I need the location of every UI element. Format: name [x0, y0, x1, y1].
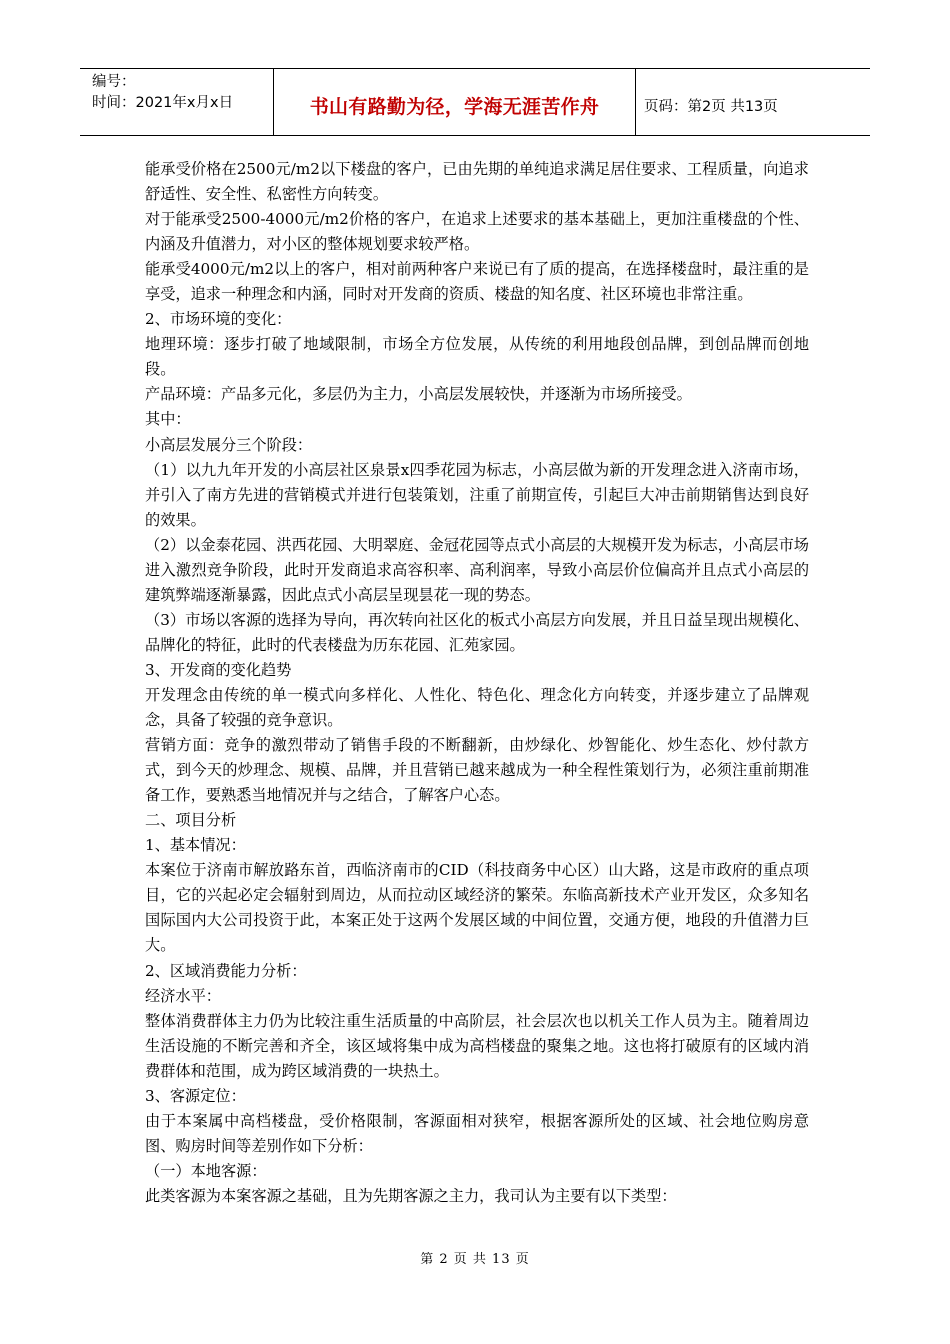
body-paragraph: （3）市场以客源的选择为导向，再次转向社区化的板式小高层方向发展，并且日益呈现出规模化、品牌化的特征，此时的代表楼盘为历东花园、汇苑家园。 — [145, 610, 809, 654]
body-paragraph: 地理环境：逐步打破了地域限制，市场全方位发展，从传统的利用地段创品牌，到创品牌而创地段。 — [145, 335, 809, 379]
body-paragraph: 小高层发展分三个阶段： — [145, 435, 313, 454]
page-footer: 第 2 页 共 13 页 — [420, 1252, 530, 1267]
body-paragraph: 能承受4000元/m2以上的客户，相对前两种客户来说已有了质的提高，在选择楼盘时，最注重的是享受，追求一种理念和内涵，同时对开发商的资质、楼盘的知名度、社区环境也非常注重。 — [145, 260, 809, 304]
section-heading: （一）本地客源： — [145, 1161, 267, 1180]
section-heading: 2、区域消费能力分析： — [145, 961, 307, 980]
body-paragraph: 开发理念由传统的单一模式向多样化、人性化、特色化、理念化方向转变，并逐步建立了品牌观念，具备了较强的竞争意识。 — [145, 685, 809, 730]
body-paragraph: 营销方面：竞争的激烈带动了销售手段的不断翻新，由炒绿化、炒智能化、炒生态化、炒付款方式，到今天的炒理念、规模、品牌，并且营销已越来越成为一种全程性策划行为，必须注重前期准备工作，要熟悉当地情况并与之结合，了解客户心态。 — [145, 736, 809, 805]
section-heading: 3、开发商的变化趋势 — [145, 660, 292, 679]
body-paragraph: 本案位于济南市解放路东首，西临济南市的CID（科技商务中心区）山大路，这是市政府的重点项目，它的兴起必定会辐射到周边，从而拉动区域经济的繁荣。东临高新技术产业开发区，众多知名国际国内大公司投资于此，本案正处于这两个发展区域的中间位置，交通方便，地段的升值潜力巨大。 — [145, 861, 809, 955]
section-heading: 1、基本情况： — [145, 836, 246, 855]
document-number-label: 编号： — [92, 74, 136, 90]
section-heading: 3、客源定位： — [145, 1086, 246, 1105]
header-meta — [80, 69, 274, 135]
header-motto-cell — [274, 69, 636, 135]
body-paragraph: （2）以金泰花园、洪西花园、大明翠庭、金冠花园等点式小高层的大规模开发为标志，小高层市场进入激烈竞争阶段，此时开发商追求高容积率、高利润率，导致小高层价位偏高并且点式小高层的建筑弊端逐渐暴露，因此点式小高层呈现昙花一现的势态。 — [145, 535, 809, 604]
section-heading: 2、市场环境的变化： — [145, 310, 292, 329]
body-paragraph: 此类客源为本案客源之基础，且为先期客源之主力，我司认为主要有以下类型： — [145, 1186, 677, 1205]
body-paragraph: （1）以九九年开发的小高层社区泉景x四季花园为标志，小高层做为新的开发理念进入济南市场，并引入了南方先进的营销模式并进行包装策划，注重了前期宣传，引起巨大冲击前期销售达到良好的效果。 — [145, 460, 809, 529]
document-body — [145, 157, 809, 1209]
page-header — [80, 68, 870, 136]
body-paragraph: 其中： — [145, 410, 191, 429]
body-paragraph: 由于本案属中高档楼盘，受价格限制，客源面相对狭窄，根据客源所处的区域、社会地位购房意图、购房时间等差别作如下分析： — [145, 1111, 809, 1155]
header-motto: 书山有路勤为径，学海无涯苦作舟 — [309, 95, 600, 118]
body-paragraph: 产品环境：产品多元化，多层仍为主力，小高层发展较快，并逐渐为市场所接受。 — [145, 385, 692, 404]
document-date: 时间：2021年x月x日 — [92, 95, 234, 111]
body-paragraph: 整体消费群体主力仍为比较注重生活质量的中高阶层，社会层次也以机关工作人员为主。随着周边生活设施的不断完善和齐全，该区域将集中成为高档楼盘的聚集之地。这也将打破原有的区域内消费群体和范围，成为跨区域消费的一块热土。 — [145, 1011, 809, 1080]
body-paragraph: 能承受价格在2500元/m2以下楼盘的客户，已由先期的单纯追求满足居住要求、工程质量，向追求舒适性、安全性、私密性方向转变。 — [145, 160, 809, 204]
section-heading: 二、项目分析 — [145, 811, 237, 830]
header-page-info: 页码：第2页 共13页 — [644, 98, 778, 115]
body-paragraph: 经济水平： — [145, 986, 221, 1005]
body-paragraph: 对于能承受2500-4000元/m2价格的客户，在追求上述要求的基本基础上，更加注重楼盘的个性、内涵及升值潜力，对小区的整体规划要求较严格。 — [145, 210, 809, 254]
